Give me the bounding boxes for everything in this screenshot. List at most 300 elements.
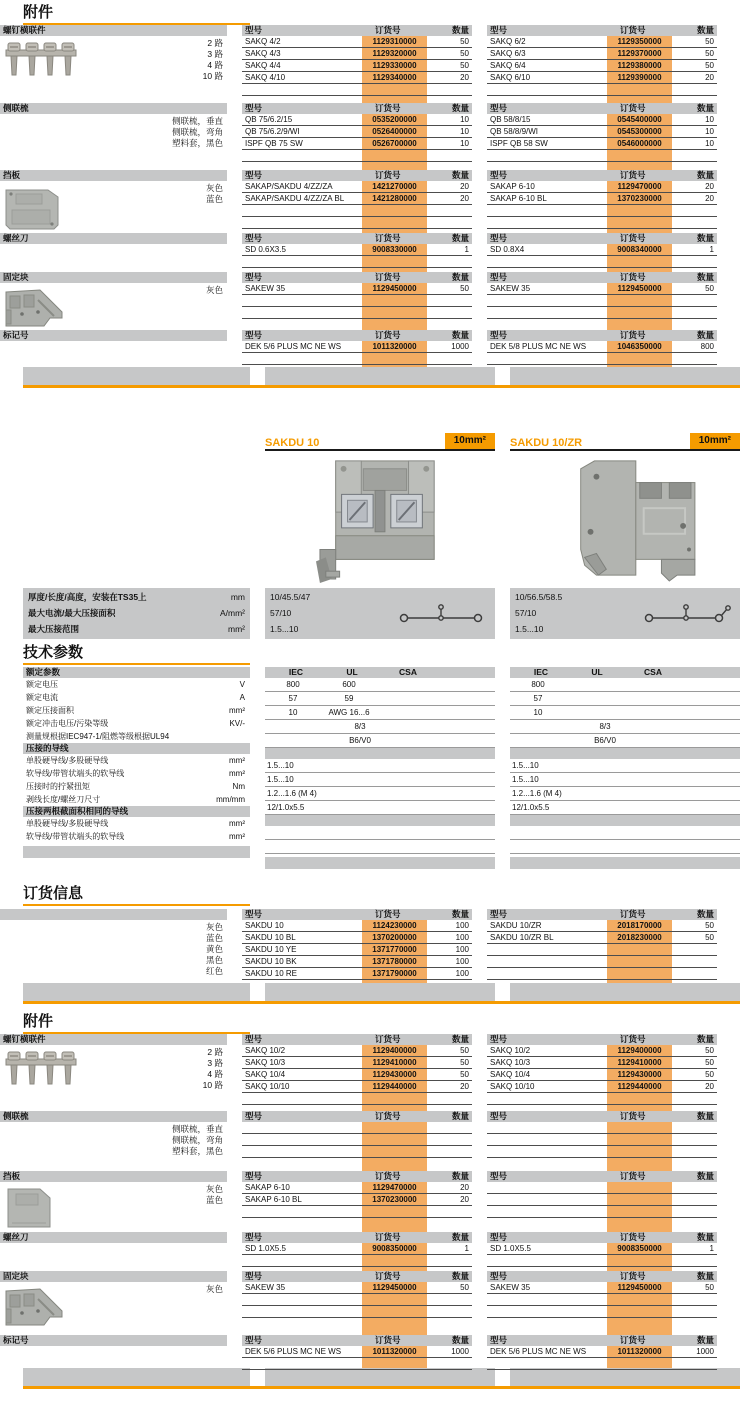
end-bar [510,367,740,385]
order-number-header: 订货号 [620,330,646,340]
model-header: 型号 [490,330,508,340]
tech-unit: mm² [229,706,245,715]
accessories-bottom-block [0,1034,750,1389]
tech-unit: KV/- [229,719,245,728]
order-number-cell: 1129450000 [372,1283,417,1292]
order-table [487,170,717,233]
ordering-title: 订货信息 [23,886,250,906]
table-row [487,193,717,205]
tech-value-row [510,840,740,854]
qty-cell: 100 [455,921,469,930]
order-table [487,1232,717,1271]
empty-row [242,307,472,319]
order-table [487,272,717,330]
qty-cell: 50 [705,1283,714,1292]
qty-cell: 50 [460,1058,469,1067]
empty-row [242,1255,472,1267]
table-row [487,1243,717,1255]
order-table [487,1271,717,1335]
qty-cell: 50 [460,1283,469,1292]
model-cell: QB 75/6.2/15 [245,115,293,124]
section-left [0,170,227,233]
empty-row [487,1146,717,1158]
accessory-section [0,330,717,367]
order-number-cell: 1129450000 [372,284,417,293]
accessory-section [0,1335,717,1368]
variant-label: 灰色 [205,285,223,295]
model-cell: SAKQ 10/3 [490,1058,531,1067]
accessories-bottom-title: 附件 [23,1014,250,1034]
tech-value: 1.5...10 [512,775,539,784]
table-header-row [487,330,717,341]
model-cell: QB 58/8/9/WI [490,127,539,136]
accessory-section [0,1111,717,1171]
tech-value-row [510,692,740,706]
model-cell: SAKQ 6/4 [490,61,526,70]
qty-header: 数量 [451,1232,469,1242]
order-number-cell: 1129400000 [372,1046,417,1055]
model-header: 型号 [490,103,508,113]
section-left [0,1271,227,1335]
tech-value: 12/1.0x5.5 [512,803,550,812]
order-number-cell: 1129390000 [617,73,662,82]
order-number-cell: 1129330000 [372,61,417,70]
dimension-unit: mm [230,592,245,602]
qty-cell: 50 [460,1070,469,1079]
table-row [242,1045,472,1057]
model-header: 型号 [245,1271,263,1281]
qty-cell: 10 [460,139,469,148]
order-number-header: 订货号 [375,25,401,35]
empty-row [242,1134,472,1146]
qty-header: 数量 [696,25,714,35]
table-row [242,244,472,256]
qty-header: 数量 [451,272,469,282]
tech-value-row [510,759,740,773]
qty-cell: 50 [705,1058,714,1067]
order-number-header: 订货号 [620,1335,646,1345]
table-header-row [487,1111,717,1122]
tech-group-bar [510,667,740,678]
product-name: SAKDU 10/ZR [510,437,583,449]
order-number-cell: 1129410000 [372,1058,417,1067]
section-title-bar: 固定块 [0,1271,227,1282]
model-header: 型号 [245,272,263,282]
dimension-unit: mm² [228,624,245,634]
dimension-value-row: 57/10 [515,608,537,618]
model-cell: SAKQ 6/2 [490,37,526,46]
table-row [487,48,717,60]
table-header-row [487,1171,717,1182]
empty-row [487,150,717,162]
qty-cell: 1 [464,1244,469,1253]
table-row [487,138,717,150]
qty-header: 数量 [451,233,469,243]
model-cell: SAKAP 6-10 BL [245,1195,302,1204]
empty-row [242,1306,472,1318]
qty-header: 数量 [451,1271,469,1281]
table-row [487,1081,717,1093]
ordering-section [0,909,717,983]
order-number-header: 订货号 [375,1271,401,1281]
section-title-bar: 侧联梳 [0,1111,227,1122]
table-row [242,1194,472,1206]
qty-cell: 20 [705,194,714,203]
section-end-rule [23,1386,740,1389]
tech-value: 10 [533,708,543,717]
order-table [242,25,472,103]
tech-unit: mm² [229,756,245,765]
qty-cell: 100 [455,957,469,966]
variant-label: 侧联梳，弯角 [171,1135,223,1145]
empty-row [487,84,717,96]
order-number-header: 订货号 [375,1232,401,1242]
empty-row [242,205,472,217]
empty-row [242,1358,472,1370]
empty-row [487,1194,717,1206]
tech-label-row [23,754,250,767]
model-cell: SAKQ 6/3 [490,49,526,58]
terminal-side-image [510,451,740,583]
order-number-cell: 1011320000 [617,1347,662,1356]
accessory-section [0,1232,717,1271]
end-bracket-image [2,1285,68,1334]
qty-cell: 20 [460,1195,469,1204]
model-cell: SAKAP 6-10 [245,1183,290,1192]
order-number-cell: 1129430000 [372,1070,417,1079]
table-header-row [242,330,472,341]
tech-band [23,667,740,869]
qty-header: 数量 [696,1232,714,1242]
table-row [242,1243,472,1255]
tech-label: 额定压接面积 [26,706,74,715]
tech-label-row [23,730,250,743]
model-header: 型号 [490,1171,508,1181]
tech-values-col-1 [265,667,495,869]
table-row [242,283,472,295]
product-name: SAKDU 10 [265,437,320,449]
qty-header: 数量 [696,330,714,340]
order-number-cell: 2018170000 [617,921,662,930]
variant-labels [0,1122,227,1157]
color-label: 蓝色 [205,933,223,943]
section-end-rule [23,1001,740,1004]
model-header: 型号 [490,233,508,243]
tech-value-row [265,826,495,840]
model-header: 型号 [245,1111,263,1121]
model-cell: SAKQ 10/4 [490,1070,531,1079]
tech-group-bar [265,815,495,826]
model-header: 型号 [245,1171,263,1181]
order-number-cell: 9008340000 [617,245,662,254]
tech-group-bar [265,667,495,678]
terminal-front-image [305,455,455,583]
empty-row [487,256,717,268]
end-plate-image [2,184,62,237]
order-number-cell: 1129450000 [617,1283,662,1292]
table-header-row [242,25,472,36]
table-header-row [487,1335,717,1346]
qty-header: 数量 [451,25,469,35]
tech-value-row [265,720,495,734]
tech-label-row [23,717,250,730]
order-number-cell: 1421270000 [372,182,417,191]
table-row [487,114,717,126]
ordering-left [0,909,227,983]
tech-label-row [23,830,250,843]
model-header: 型号 [245,909,263,919]
order-number-cell: 1011320000 [372,342,417,351]
model-cell: ISPF QB 58 SW [490,139,548,148]
table-row [242,341,472,353]
order-number-cell: 1371790000 [372,969,417,978]
model-cell: SD 1.0X5.5 [245,1244,286,1253]
ordering-block [0,909,750,1004]
tech-group-bar: 压接的导线 [23,743,250,754]
qty-cell: 50 [705,1046,714,1055]
table-header-row [242,1335,472,1346]
accessory-section [0,272,717,330]
order-number-cell: 1129370000 [617,49,662,58]
model-header: 型号 [245,1232,263,1242]
qty-cell: 1 [709,1244,714,1253]
section-end-bars [23,1368,740,1386]
qty-cell: 50 [460,49,469,58]
qty-cell: 50 [705,1070,714,1079]
variant-label: 蓝色 [205,194,223,204]
order-table [487,1171,717,1232]
tech-group-bar: 额定参数 [23,667,250,678]
end-bar [265,1368,495,1386]
qty-cell: 20 [460,1183,469,1192]
table-row [487,283,717,295]
accessories-top-title: 附件 [23,5,250,25]
tech-value-row [265,787,495,801]
accessory-section [0,1034,717,1111]
table-row [487,181,717,193]
model-header: 型号 [490,1034,508,1044]
dimension-label-row [23,621,250,637]
order-number-header: 订货号 [375,330,401,340]
table-row [487,1282,717,1294]
table-row [487,920,717,932]
empty-row [487,1122,717,1134]
order-table [487,233,717,272]
qty-cell: 20 [705,182,714,191]
model-cell: SAKEW 35 [245,1283,286,1292]
end-bar [510,1368,740,1386]
terminal-front-image [265,451,495,583]
dimension-value-row: 10/45.5/47 [270,592,311,602]
qty-header: 数量 [696,170,714,180]
order-number-header: 订货号 [620,1271,646,1281]
tech-value: B6/V0 [349,736,371,745]
qty-header: 数量 [451,170,469,180]
empty-row [242,1146,472,1158]
empty-row [242,1093,472,1105]
order-number-header: 订货号 [620,170,646,180]
qty-cell: 50 [460,284,469,293]
empty-row [242,1294,472,1306]
qty-cell: 20 [460,194,469,203]
order-table [242,103,472,170]
variant-label: 灰色 [205,1284,223,1294]
tech-label-row [23,793,250,806]
section-title-bar: 螺钉横联件 [0,25,227,36]
table-row [242,138,472,150]
tech-unit: Nm [232,782,245,791]
product-card-sakdu10 [265,433,495,583]
model-header: 型号 [245,1335,263,1345]
table-header-row [487,272,717,283]
table-header-row [487,1232,717,1243]
qty-header: 数量 [696,103,714,113]
section-title-bar: 螺丝刀 [0,233,227,244]
qty-header: 数量 [451,909,469,919]
dimension-labels-box [23,588,250,639]
table-row [487,72,717,84]
order-number-cell: 1371780000 [372,957,417,966]
empty-row [487,1093,717,1105]
tech-label-row [23,691,250,704]
model-header: 型号 [490,25,508,35]
accessory-section [0,25,717,103]
tech-value-row [510,720,740,734]
accessory-section [0,233,717,272]
tech-unit: A [239,693,245,702]
tech-value-row [265,678,495,692]
section-left [0,25,227,103]
table-header-row [487,909,717,920]
tech-label: 压接时的拧紧扭矩 [26,782,90,791]
model-cell: SAKQ 10/2 [490,1046,531,1055]
variant-label: 3 路 [207,49,223,59]
empty-row [487,956,717,968]
variant-label: 3 路 [207,1058,223,1068]
end-bar [265,367,495,385]
model-cell: SD 1.0X5.5 [490,1244,531,1253]
table-row [242,968,472,980]
qty-cell: 100 [455,933,469,942]
table-row [242,1081,472,1093]
dimension-label: 最大电流/最大压接面积 [28,608,116,618]
tech-unit: V [239,680,245,689]
table-header-row [242,233,472,244]
tech-value-row [510,801,740,815]
table-row [487,1069,717,1081]
order-number-header: 订货号 [620,1034,646,1044]
qty-cell: 1000 [696,1347,714,1356]
tech-label-row [23,704,250,717]
variant-label: 4 路 [207,1069,223,1079]
section-left [0,1232,227,1271]
standard-header: UL [346,667,358,677]
empty-row [242,256,472,268]
tech-value: 12/1.0x5.5 [267,803,305,812]
table-header-row [242,1171,472,1182]
model-cell: SAKDU 10 BK [245,957,297,966]
variant-label: 4 路 [207,60,223,70]
order-number-header: 订货号 [375,1111,401,1121]
variant-label: 侧联梳，垂直 [171,116,223,126]
qty-header: 数量 [696,1171,714,1181]
section-title-bar: 标记号 [0,1335,227,1346]
model-cell: SAKAP/SAKDU 4/ZZ/ZA BL [245,194,345,203]
tech-value: 1.2...1.6 (M 4) [512,789,562,798]
table-row [242,1282,472,1294]
model-cell: DEK 5/6 PLUS MC NE WS [245,1347,342,1356]
tech-group-bar [510,815,740,826]
empty-row [487,295,717,307]
variant-label: 灰色 [205,1184,223,1194]
qty-cell: 10 [705,139,714,148]
tech-title: 技术参数 [23,645,250,665]
tech-value-row [265,692,495,706]
model-header: 型号 [490,1271,508,1281]
table-row [487,1346,717,1358]
table-row [487,36,717,48]
order-number-header: 订货号 [375,170,401,180]
tech-value-row [510,773,740,787]
order-table [242,272,472,330]
table-row [487,341,717,353]
color-labels [0,920,227,977]
product-header [510,433,740,451]
model-cell: SAKDU 10 YE [245,945,297,954]
table-header-row [487,1271,717,1282]
empty-row [487,307,717,319]
model-cell: SAKQ 4/4 [245,61,281,70]
table-header-row [242,1111,472,1122]
empty-row [487,968,717,980]
variant-label: 10 路 [202,1080,223,1090]
order-number-cell: 1129430000 [617,1070,662,1079]
order-number-cell: 1370200000 [372,933,417,942]
qty-cell: 20 [460,1082,469,1091]
accessory-section [0,170,717,233]
qty-cell: 10 [460,115,469,124]
model-cell: SAKDU 10 [245,921,284,930]
order-table [487,1335,717,1368]
table-row [242,1069,472,1081]
order-number-header: 订货号 [375,103,401,113]
empty-row [242,1122,472,1134]
table-row [242,920,472,932]
accessory-section [0,1171,717,1232]
model-cell: SAKEW 35 [245,284,286,293]
end-bar [23,367,250,385]
empty-row [242,150,472,162]
tech-label: 额定电压 [26,680,58,689]
color-label: 黄色 [205,944,223,954]
tech-value-row [265,840,495,854]
model-cell: SAKDU 10 BL [245,933,296,942]
model-cell: SAKQ 4/2 [245,37,281,46]
order-table [487,1034,717,1111]
end-bar [265,983,495,1001]
tech-label: 单股硬导线/多股硬导线 [26,756,109,765]
product-header [265,433,495,451]
model-cell: SAKEW 35 [490,284,531,293]
table-row [242,181,472,193]
section-left [0,1171,227,1232]
model-cell: DEK 5/8 PLUS MC NE WS [490,342,587,351]
model-cell: SAKQ 10/3 [245,1058,286,1067]
qty-header: 数量 [451,1034,469,1044]
dimension-values-sakdu10zr [510,588,740,639]
tech-value: 800 [531,680,545,689]
tech-value: 1.5...10 [512,761,539,770]
